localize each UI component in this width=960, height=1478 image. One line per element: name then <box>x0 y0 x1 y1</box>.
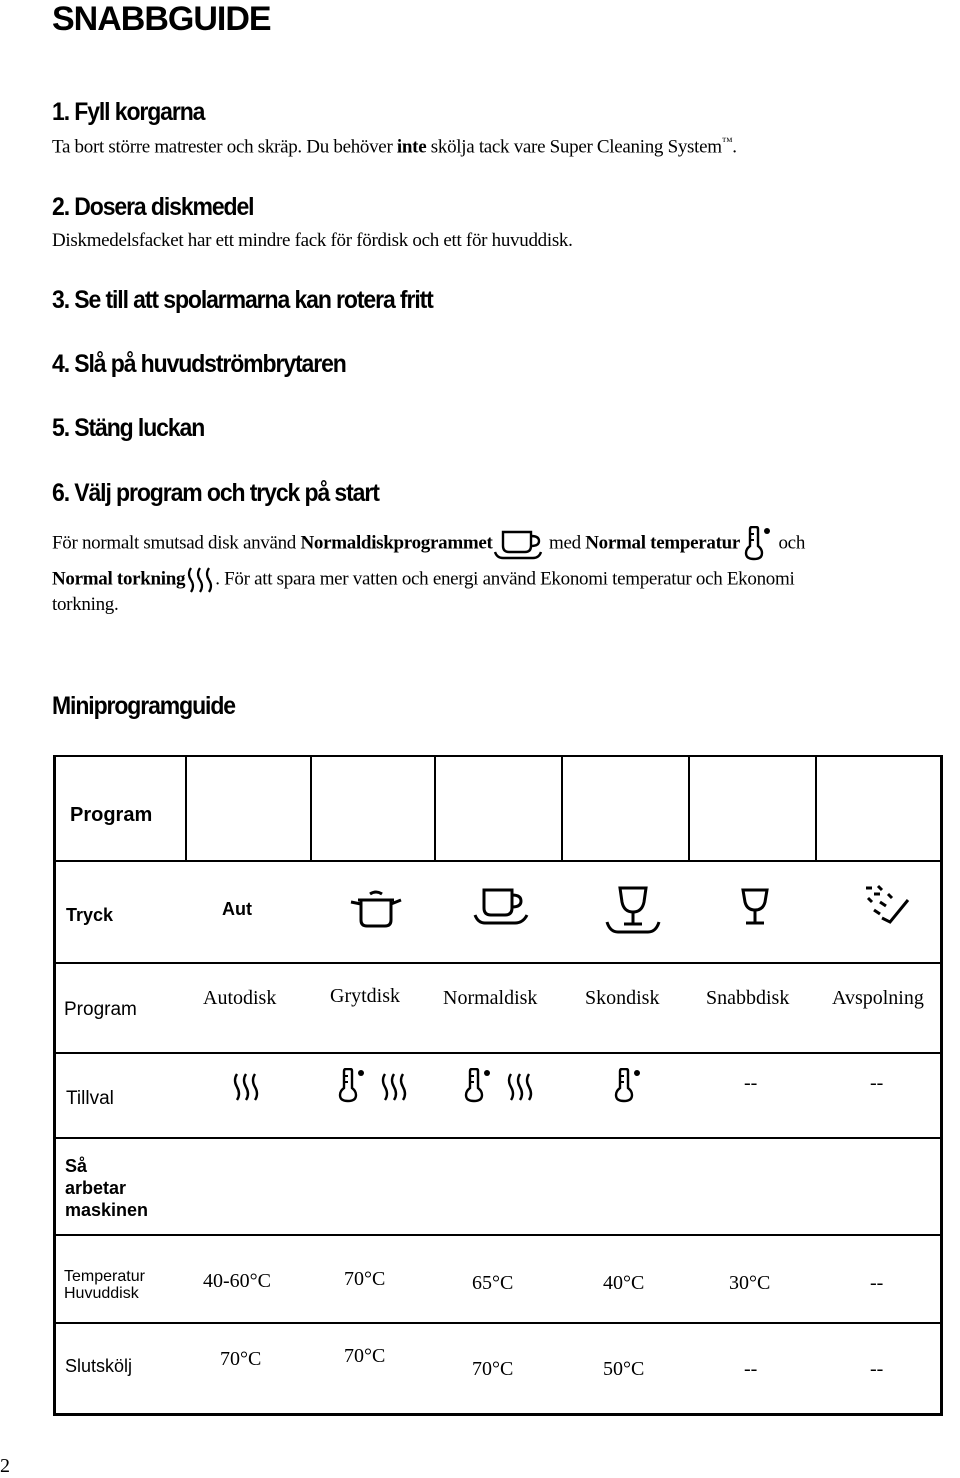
temp-final-autodisk: 70°C <box>220 1348 262 1370</box>
drying-heat-icon <box>504 1072 536 1102</box>
row-label-tillval: Tillval <box>66 1088 114 1109</box>
step-2-text: Diskmedelsfacket har ett mindre fack för fördisk och ett för huvuddisk. <box>52 230 573 251</box>
temp-final-grytdisk: 70°C <box>344 1345 386 1367</box>
page-number: 2 <box>0 1455 10 1477</box>
tryck-aut-button: Aut <box>222 899 252 919</box>
rinse-spray-icon <box>862 882 914 930</box>
thermometer-icon <box>460 1068 492 1104</box>
pot-icon <box>348 888 404 932</box>
step-6-line-1-bold-2: Normal temperatur <box>585 532 741 554</box>
row-line-5 <box>53 1234 943 1236</box>
temp-main-normaldisk: 65°C <box>472 1272 514 1294</box>
cup-icon <box>493 528 545 560</box>
thermometer-icon <box>740 526 774 562</box>
row-label-maskinen-2: arbetar <box>65 1178 127 1198</box>
step-6-line-2-a: . För att spara mer vatten och energi använd Ekonomi temperatur och Ekonomi <box>215 568 795 590</box>
row-label-program-2: Program <box>64 999 137 1020</box>
step-6-line-2-bold: Normal torkning <box>52 568 186 590</box>
drying-heat-icon <box>378 1072 410 1102</box>
page-title: SNABBGUIDE <box>52 0 271 38</box>
temp-final-normaldisk: 70°C <box>472 1358 514 1380</box>
col-line-5 <box>688 755 690 860</box>
tillval-dash-snabbdisk: -- <box>744 1072 758 1094</box>
step-1-text <box>52 136 737 158</box>
step-4-heading: 4. Slå på huvudströmbrytaren <box>52 350 346 378</box>
step-6-line-1-c: och <box>774 532 806 554</box>
temp-main-skondisk: 40°C <box>603 1272 645 1294</box>
temp-final-snabbdisk: -- <box>744 1358 758 1380</box>
program-name-avspolning: Avspolning <box>832 987 924 1009</box>
step-6-line-1-bold-1: Normaldiskprogrammet <box>300 532 493 554</box>
program-name-skondisk: Skondisk <box>585 987 660 1009</box>
row-line-6 <box>53 1322 943 1324</box>
row-label-temperatur-2: Huvuddisk <box>64 1285 139 1302</box>
program-name-autodisk: Autodisk <box>203 987 277 1009</box>
row-line-1 <box>53 860 943 862</box>
program-name-normaldisk: Normaldisk <box>443 987 538 1009</box>
step-6-line-1-b: med <box>544 532 586 554</box>
temp-main-autodisk: 40-60°C <box>203 1270 271 1292</box>
trademark-symbol: ™ <box>721 136 733 148</box>
step-1-heading: 1. Fyll korgarna <box>52 98 205 126</box>
step-2-heading: 2. Dosera diskmedel <box>52 193 254 221</box>
row-label-tryck: Tryck <box>66 905 114 925</box>
step-6-line-1 <box>52 526 805 562</box>
step-6-line-3: torkning. <box>52 594 119 615</box>
row-line-3 <box>53 1052 943 1054</box>
row-line-4 <box>53 1137 943 1139</box>
col-line-3 <box>434 755 436 860</box>
step-1-text-b: skölja tack vare Super Cleaning System <box>426 136 722 158</box>
temp-main-grytdisk: 70°C <box>344 1268 386 1290</box>
temp-final-skondisk: 50°C <box>603 1358 645 1380</box>
col-line-1 <box>185 755 187 860</box>
step-6-line-1-a: För normalt smutsad disk använd <box>52 532 301 554</box>
thermometer-icon <box>334 1068 366 1104</box>
temp-main-snabbdisk: 30°C <box>729 1272 771 1294</box>
row-line-2 <box>53 962 943 964</box>
row-label-program: Program <box>70 804 153 826</box>
program-name-snabbdisk: Snabbdisk <box>706 987 790 1009</box>
row-label-temperatur-1: Temperatur <box>64 1268 145 1285</box>
temp-main-avspolning: -- <box>870 1272 884 1294</box>
table-border-right <box>940 755 943 1415</box>
row-label-maskinen-1: Så <box>65 1156 88 1176</box>
temp-final-avspolning: -- <box>870 1358 884 1380</box>
tillval-dash-avspolning: -- <box>870 1072 884 1094</box>
wine-glass-icon <box>738 886 772 930</box>
cup-icon <box>472 884 532 930</box>
step-5-heading: 5. Stäng luckan <box>52 414 205 442</box>
step-1-text-c: . <box>732 136 737 158</box>
program-name-grytdisk: Grytdisk <box>330 985 400 1007</box>
table-border-bottom <box>53 1413 943 1416</box>
step-1-text-bold: inte <box>396 136 427 158</box>
thermometer-icon <box>610 1068 642 1104</box>
row-label-maskinen <box>65 1155 148 1221</box>
row-label-slutskolj: Slutskölj <box>65 1356 133 1376</box>
drying-heat-icon <box>230 1072 262 1102</box>
col-line-4 <box>561 755 563 860</box>
drying-heat-icon <box>185 566 215 594</box>
row-label-temperatur <box>64 1268 145 1302</box>
step-6-line-2 <box>52 566 794 594</box>
mini-program-guide-heading: Miniprogramguide <box>52 692 235 720</box>
col-line-2 <box>310 755 312 860</box>
col-line-6 <box>815 755 817 860</box>
row-label-maskinen-3: maskinen <box>65 1200 149 1220</box>
step-3-heading: 3. Se till att spolarmarna kan rotera fritt <box>52 286 433 314</box>
glass-icon <box>604 884 662 938</box>
table-border-left <box>53 755 56 1415</box>
step-1-text-a: Ta bort större matrester och skräp. Du behöver <box>52 136 397 158</box>
step-6-heading: 6. Välj program och tryck på start <box>52 479 379 507</box>
